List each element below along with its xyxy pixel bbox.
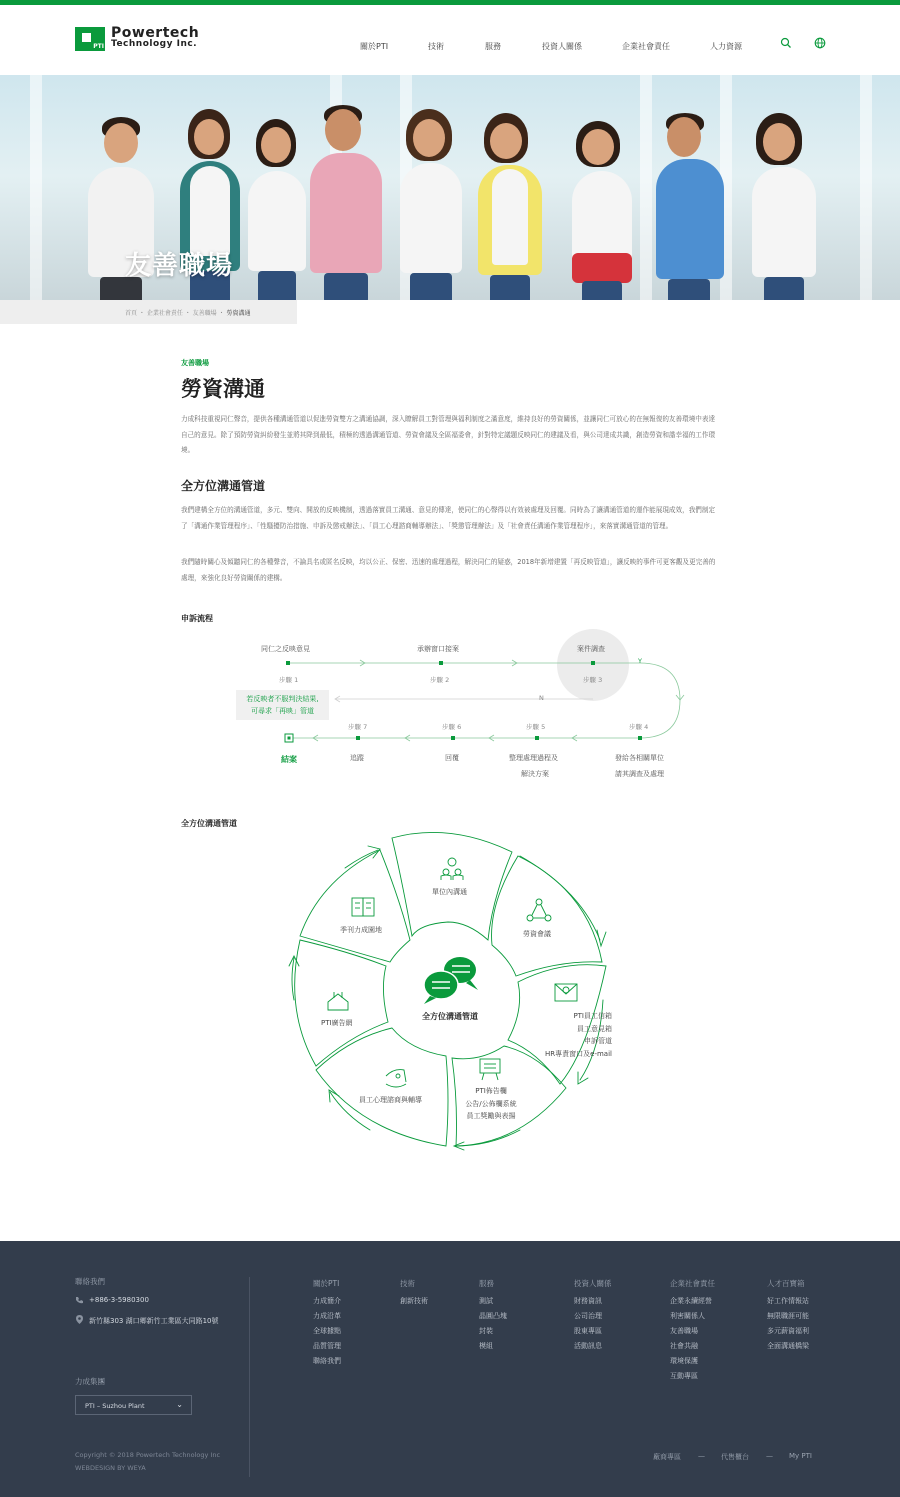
flow-label-2: 承辦窗口接案	[417, 645, 459, 653]
footer-separator: —	[766, 1452, 773, 1460]
flow-node-4	[638, 736, 642, 740]
phone-icon	[75, 1296, 83, 1304]
footer-link[interactable]: 互動專區	[670, 1372, 698, 1380]
segment-bulletin: PTI佈告欄 公告/公佈欄系統 員工獎勵與表揚	[465, 1087, 517, 1120]
flow-step-2: 步驟 2	[430, 676, 450, 684]
site-logo[interactable]	[75, 25, 199, 53]
footer-link[interactable]: 無限職涯可能	[767, 1312, 809, 1320]
flow-label-6: 回覆	[445, 754, 459, 762]
channels-diagram	[0, 820, 900, 1160]
chevron-down-icon: ⌄	[176, 1400, 183, 1409]
flow-label-1: 同仁之反映意見	[261, 645, 310, 653]
agency-counter-link[interactable]: 代售櫃台	[721, 1453, 749, 1461]
network-icon	[527, 899, 551, 921]
flow-node-6	[451, 736, 455, 740]
nav-item-about[interactable]: 關於PTI	[360, 42, 389, 51]
footer-link[interactable]: 社會共融	[670, 1342, 698, 1350]
footer-link[interactable]: 全面溝通橋梁	[767, 1342, 809, 1350]
flow-node-3	[591, 661, 595, 665]
flow-no-mark: N	[539, 694, 544, 702]
footer-copyright: Copyright © 2018 Powertech Technology Inc	[75, 1451, 221, 1459]
my-pti-link[interactable]: My PTI	[789, 1452, 812, 1460]
flow-label-4: 發給各相關單位	[615, 754, 664, 762]
logo-sub: Technology Inc.	[111, 39, 198, 49]
site-footer	[0, 1241, 900, 1497]
megaphone-icon	[328, 992, 348, 1010]
vendor-zone-link[interactable]: 廠商專區	[653, 1453, 681, 1461]
reappeal-notice: 若反映者不服判決結果, 可尋求「再映」管道	[236, 690, 329, 720]
flow-end-node	[285, 734, 293, 742]
segment-mailbox: PTI員工信箱 員工意見箱 申訴管道 HR專責窗口及e-mail	[545, 1012, 612, 1058]
footer-webdesign[interactable]: WEBDESIGN BY WEYA	[75, 1464, 146, 1472]
segment-ad-network: PTI廣告網	[321, 1019, 353, 1027]
footer-contact-heading: 聯絡我們	[75, 1277, 105, 1286]
flow-step-4: 步驟 4	[629, 723, 649, 731]
flow-node-7	[356, 736, 360, 740]
flow-title: 申訴流程	[181, 614, 213, 623]
intro-paragraph: 力成科技重視同仁聲音，提供各種溝通管道以促進勞資雙方之溝通協調，深入瞭解員工對管理與福利制度之滿意度，維持良好的勞資關係，並讓同仁可放心的在無報復的友善環境中表達自己的意見。除了預防勞資糾紛發生並將其降到最低，積極的透過溝通管道、勞資會議及全區福委會，針對特定議題反映同仁的建議及看，與公司達成共識，創造勞資和諧幸福的工作環境。	[181, 415, 716, 454]
footer-address: 新竹縣303 湖口鄉新竹工業區大同路10號	[89, 1317, 219, 1325]
flow-step-3: 步驟 3	[583, 676, 603, 684]
footer-group-heading: 力成集團	[75, 1377, 105, 1386]
logo-name: Powertech	[111, 25, 200, 41]
footer-link[interactable]: 股東專區	[574, 1327, 602, 1335]
nav-item-hr[interactable]: 人力資源	[710, 42, 742, 51]
care-hand-icon	[386, 1070, 406, 1087]
flow-label-5: 整理處理過程及	[509, 754, 558, 762]
footer-link[interactable]: 力成沿革	[313, 1312, 341, 1320]
flow-node-2	[439, 661, 443, 665]
diagram-title: 全方位溝通管道	[181, 819, 237, 828]
footer-link[interactable]: 聯絡我們	[313, 1357, 341, 1365]
mail-icon	[555, 984, 577, 1001]
footer-link[interactable]: 測試	[479, 1297, 493, 1305]
flow-node-1	[286, 661, 290, 665]
flow-step-6: 步驟 6	[442, 723, 462, 731]
hero-title: 友善職場	[125, 251, 234, 281]
flow-step-7: 步驟 7	[348, 723, 368, 731]
flow-end-label: 結案	[281, 755, 297, 764]
group-plant-select[interactable]: PTI – Suzhou Plant ⌄	[75, 1395, 192, 1415]
people-chat-icon	[441, 858, 463, 880]
flow-yes-mark: Y	[638, 657, 642, 665]
location-pin-icon	[76, 1315, 83, 1324]
footer-link[interactable]: 友善職場	[670, 1327, 698, 1335]
footer-link[interactable]: 環境保護	[670, 1357, 698, 1365]
nav-item-csr[interactable]: 企業社會責任	[622, 42, 670, 51]
breadcrumb-current: 勞資溝通	[226, 310, 251, 317]
flow-node-5	[535, 736, 539, 740]
hero-banner	[0, 75, 900, 300]
search-icon[interactable]	[780, 37, 792, 49]
footer-link[interactable]: 好工作情報站	[767, 1297, 809, 1305]
footer-col-investor-heading[interactable]: 投資人關係	[574, 1279, 612, 1288]
site-header	[0, 5, 900, 75]
footer-link[interactable]: 力成簡介	[313, 1297, 341, 1305]
footer-col-services-heading[interactable]: 服務	[479, 1279, 494, 1288]
page-title: 勞資溝通	[181, 377, 265, 401]
nav-item-services[interactable]: 服務	[485, 42, 501, 51]
footer-link[interactable]: 利害關係人	[670, 1312, 705, 1320]
segment-unit-communication: 單位內溝通	[432, 888, 467, 896]
footer-link[interactable]: 創新技術	[400, 1297, 428, 1305]
segment-counseling: 員工心理諮商與輔導	[359, 1096, 422, 1104]
channels-paragraph: 我們建構全方位的溝通管道，多元、雙向、開放的反映機制，透過落實員工溝通、意見的傳達，使同仁的心聲得以有效被處理及回覆。同時為了讓溝通管道的運作能展現成效，我們制定了「溝通作業管理程序」、「性騷擾防治措施、申訴及懲戒辦法」、「員工心理諮商輔導辦法」、「獎懲管理辦法」及「社會責任溝通作業管理程序」，來落實溝通管道的管理。	[181, 506, 716, 530]
footer-col-tech-heading[interactable]: 技術	[400, 1279, 415, 1288]
footer-link[interactable]: 財務資訊	[574, 1297, 602, 1305]
footer-phone[interactable]: +886-3-5980300	[89, 1296, 149, 1304]
footer-link[interactable]: 模組	[479, 1342, 493, 1350]
footer-separator: —	[698, 1452, 705, 1460]
breadcrumb-path[interactable]: 首頁 ・ 企業社會責任 ・ 友善職場 ・	[125, 310, 225, 317]
segment-quarterly: 季刊力成園地	[340, 926, 382, 934]
section-label: 友善職場	[181, 359, 209, 367]
footer-link[interactable]: 晶圓凸塊	[479, 1312, 507, 1320]
breadcrumb	[0, 300, 297, 324]
flow-step-1: 步驟 1	[279, 676, 299, 684]
footer-link[interactable]: 企業永續經營	[670, 1297, 712, 1305]
book-icon	[352, 898, 374, 916]
footer-col-csr-heading[interactable]: 企業社會責任	[670, 1279, 715, 1288]
footer-link[interactable]: 活動訊息	[574, 1342, 602, 1350]
flow-label-4b: 請其調查及處理	[615, 770, 664, 778]
nav-item-investors[interactable]: 投資人關係	[542, 42, 582, 51]
footer-link[interactable]: 品質管理	[313, 1342, 341, 1350]
board-icon	[480, 1059, 500, 1080]
footer-divider	[249, 1277, 250, 1477]
footer-link[interactable]: 全球據點	[313, 1327, 341, 1335]
flow-label-3: 案件調查	[577, 645, 605, 653]
diagram-center-label: 全方位溝通管道	[422, 1012, 478, 1021]
logo-mark: PTI	[75, 27, 105, 51]
flow-step-5: 步驟 5	[526, 723, 546, 731]
segment-labor-meeting: 勞資會議	[523, 930, 551, 938]
nav-item-technology[interactable]: 技術	[428, 42, 444, 51]
section2-title: 全方位溝通管道	[181, 479, 266, 493]
footer-link[interactable]: 公司治理	[574, 1312, 602, 1320]
flow-label-7: 追蹤	[350, 754, 364, 762]
footer-link[interactable]: 封裝	[479, 1327, 493, 1335]
listening-paragraph: 我們隨時關心及傾聽同仁的各種聲音，不論具名或匿名反映，均以公正、保密、迅速的處理過程，解決同仁的疑惑，2018年新增建置「再反映管道」，讓反映的事件可更客觀及更完善的處理，來強化良好勞資關係的建構。	[181, 558, 716, 582]
globe-icon[interactable]	[814, 37, 826, 49]
footer-link[interactable]: 多元薪資福利	[767, 1327, 809, 1335]
flow-label-5b: 解決方案	[521, 770, 549, 778]
footer-col-talent-heading[interactable]: 人才百寶箱	[767, 1279, 805, 1288]
footer-col-about-heading[interactable]: 關於PTI	[313, 1279, 340, 1288]
